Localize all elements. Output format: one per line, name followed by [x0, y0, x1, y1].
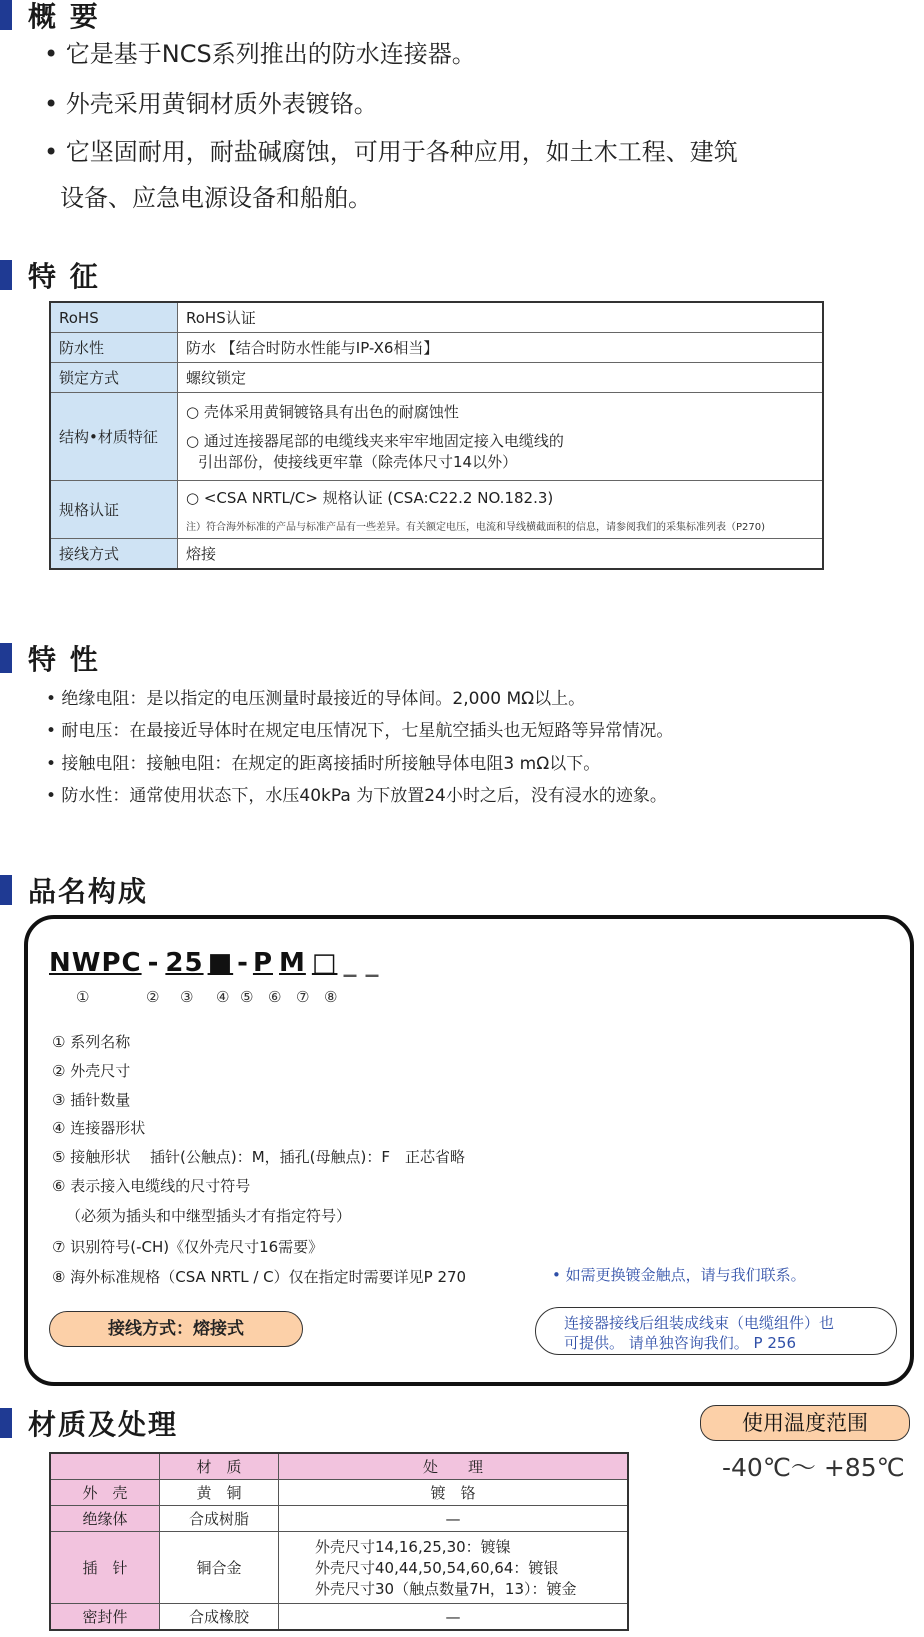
part-item: ② 外壳尺寸 [52, 1062, 131, 1080]
code-segment: ■ [207, 948, 234, 978]
code-segment: P [252, 948, 273, 978]
material-part: 插 针 [50, 1532, 160, 1604]
features-table [49, 301, 824, 570]
table-row [50, 333, 823, 363]
gold-contact-note: • 如需更换镀金触点，请与我们联系。 [552, 1266, 806, 1284]
property-item: • 绝缘电阻：是以指定的电压测量时最接近的导体间。2,000 MΩ以上。 [46, 689, 586, 709]
harness-note-pill [535, 1307, 897, 1355]
feature-key: 结构•材质特征 [50, 393, 178, 481]
material-part: 密封件 [50, 1604, 160, 1631]
code-separator: - [237, 948, 249, 978]
part-item: ⑥ 表示接入电缆线的尺寸符号 [52, 1177, 251, 1195]
feature-value [178, 393, 824, 481]
section-title-text: 材质及处理 [28, 1408, 179, 1441]
code-marker: ⑥ [268, 988, 282, 1006]
feature-line: ○ 通过连接器尾部的电缆线夹来牢牢地固定接入电缆线的 [186, 432, 564, 450]
material-name: 黄 铜 [160, 1480, 279, 1506]
harness-note-line: 可提供。 请单独咨询我们。 P 256 [564, 1334, 796, 1352]
material-name: 合成树脂 [160, 1506, 279, 1532]
table-row [50, 393, 823, 481]
part-item: ⑧ 海外标准规格（CSA NRTL / C）仅在指定时需要详见P 270 [52, 1268, 467, 1286]
material-treatment: 镀 铬 [279, 1480, 629, 1506]
table-header-row [50, 1453, 628, 1480]
section-marker [0, 1408, 12, 1438]
treatment-line: 外壳尺寸14,16,25,30：镀镍 [315, 1538, 511, 1556]
overview-bullet: • 它是基于NCS系列推出的防水连接器。 [44, 40, 476, 68]
feature-value: 螺纹锁定 [178, 363, 824, 393]
feature-key: 接线方式 [50, 539, 178, 570]
table-row [50, 481, 823, 539]
section-title-properties [0, 641, 100, 675]
temperature-range-value: -40℃～ +85℃ [722, 1453, 905, 1482]
material-part: 外 壳 [50, 1480, 160, 1506]
part-item: ⑤ 接触形状 插针(公触点)：M，插孔(母触点)：F 正芯省略 [52, 1148, 465, 1166]
section-title-features [0, 258, 100, 292]
section-marker [0, 260, 12, 290]
overview-bullet: • 它坚固耐用，耐盐碱腐蚀，可用于各种应用，如土木工程、建筑 [44, 138, 738, 166]
part-item: ④ 连接器形状 [52, 1119, 146, 1137]
part-code [49, 948, 379, 978]
material-treatment: — [279, 1506, 629, 1532]
feature-value: RoHS认证 [178, 302, 824, 333]
table-row [50, 1506, 628, 1532]
section-marker [0, 875, 12, 905]
feature-line: ○ <CSA NRTL/C> 规格认证 (CSA:C22.2 NO.182.3) [186, 488, 554, 507]
part-item: ① 系列名称 [52, 1033, 131, 1051]
code-marker: ⑤ [240, 988, 254, 1006]
feature-note: 注）符合海外标准的产品与标准产品有一些差异。有关额定电压，电流和导线横截面积的信息，请参阅我们的采集标准列表（P270) [186, 521, 766, 533]
feature-key: 规格认证 [50, 481, 178, 539]
feature-value: 防水 【结合时防水性能与IP-X6相当】 [178, 333, 824, 363]
feature-line: ○ 壳体采用黄铜镀铬具有出色的耐腐蚀性 [186, 403, 459, 421]
part-item: ③ 插针数量 [52, 1091, 131, 1109]
section-title-part-number [0, 873, 148, 907]
feature-key: 防水性 [50, 333, 178, 363]
section-title-text: 概 要 [28, 0, 100, 33]
code-separator: - [147, 948, 160, 978]
code-marker: ③ [180, 988, 194, 1006]
column-header: 材 质 [160, 1453, 279, 1480]
property-item: • 接触电阻：接触电阻：在规定的距离接插时所接触导体电阻3 mΩ以下。 [46, 754, 601, 774]
code-marker: ④ [216, 988, 230, 1006]
feature-key: RoHS [50, 302, 178, 333]
table-row [50, 1532, 628, 1604]
section-title-text: 特 性 [28, 643, 100, 676]
table-row [50, 302, 823, 333]
material-treatment [279, 1532, 629, 1604]
code-segment: □ [311, 948, 338, 978]
wiring-method-pill: 接线方式：熔接式 [49, 1311, 303, 1347]
code-segment: _ [365, 948, 380, 978]
section-marker [0, 0, 12, 30]
property-item: • 防水性：通常使用状态下，水压40kPa 为下放置24小时之后，没有浸水的迹象。 [46, 786, 667, 806]
feature-key: 锁定方式 [50, 363, 178, 393]
code-marker: ① [76, 988, 90, 1006]
table-row [50, 1604, 628, 1631]
column-header: 处 理 [279, 1453, 629, 1480]
code-segment: M [279, 948, 306, 978]
part-item: ⑦ 识别符号(-CH)《仅外壳尺寸16需要》 [52, 1238, 324, 1256]
table-row [50, 363, 823, 393]
feature-line: 引出部份，使接线更牢靠（除壳体尺寸14以外） [198, 453, 518, 471]
feature-value: 熔接 [178, 539, 824, 570]
code-segment: _ [343, 948, 358, 978]
code-segment: 25 [165, 948, 204, 978]
material-name: 合成橡胶 [160, 1604, 279, 1631]
materials-table [49, 1452, 629, 1631]
section-title-text: 品名构成 [28, 875, 149, 908]
harness-note-line: 连接器接线后组装成线束（电缆组件）也 [564, 1314, 835, 1332]
overview-bullet: • 外壳采用黄铜材质外表镀铬。 [44, 90, 378, 118]
feature-value [178, 481, 824, 539]
table-row [50, 539, 823, 570]
material-treatment: — [279, 1604, 629, 1631]
part-item: （必须为插头和中继型插头才有指定符号） [66, 1207, 352, 1225]
overview-bullet: 设备、应急电源设备和船舶。 [60, 184, 372, 212]
table-row [50, 1480, 628, 1506]
material-part: 绝缘体 [50, 1506, 160, 1532]
section-marker [0, 643, 12, 673]
section-title-materials [0, 1406, 178, 1440]
section-title-overview [0, 0, 100, 32]
code-segment: NWPC [49, 948, 142, 978]
treatment-line: 外壳尺寸40,44,50,54,60,64：镀银 [315, 1559, 559, 1577]
treatment-line: 外壳尺寸30（触点数量7H，13）：镀金 [315, 1580, 577, 1598]
section-title-text: 特 征 [28, 260, 100, 293]
material-name: 铜合金 [160, 1532, 279, 1604]
property-item: • 耐电压：在最接近导体时在规定电压情况下，七星航空插头也无短路等异常情况。 [46, 721, 674, 741]
code-marker: ⑦ [296, 988, 310, 1006]
code-marker: ② [146, 988, 160, 1006]
code-marker: ⑧ [324, 988, 338, 1006]
temperature-range-label: 使用温度范围 [700, 1405, 910, 1441]
column-header [50, 1453, 160, 1480]
